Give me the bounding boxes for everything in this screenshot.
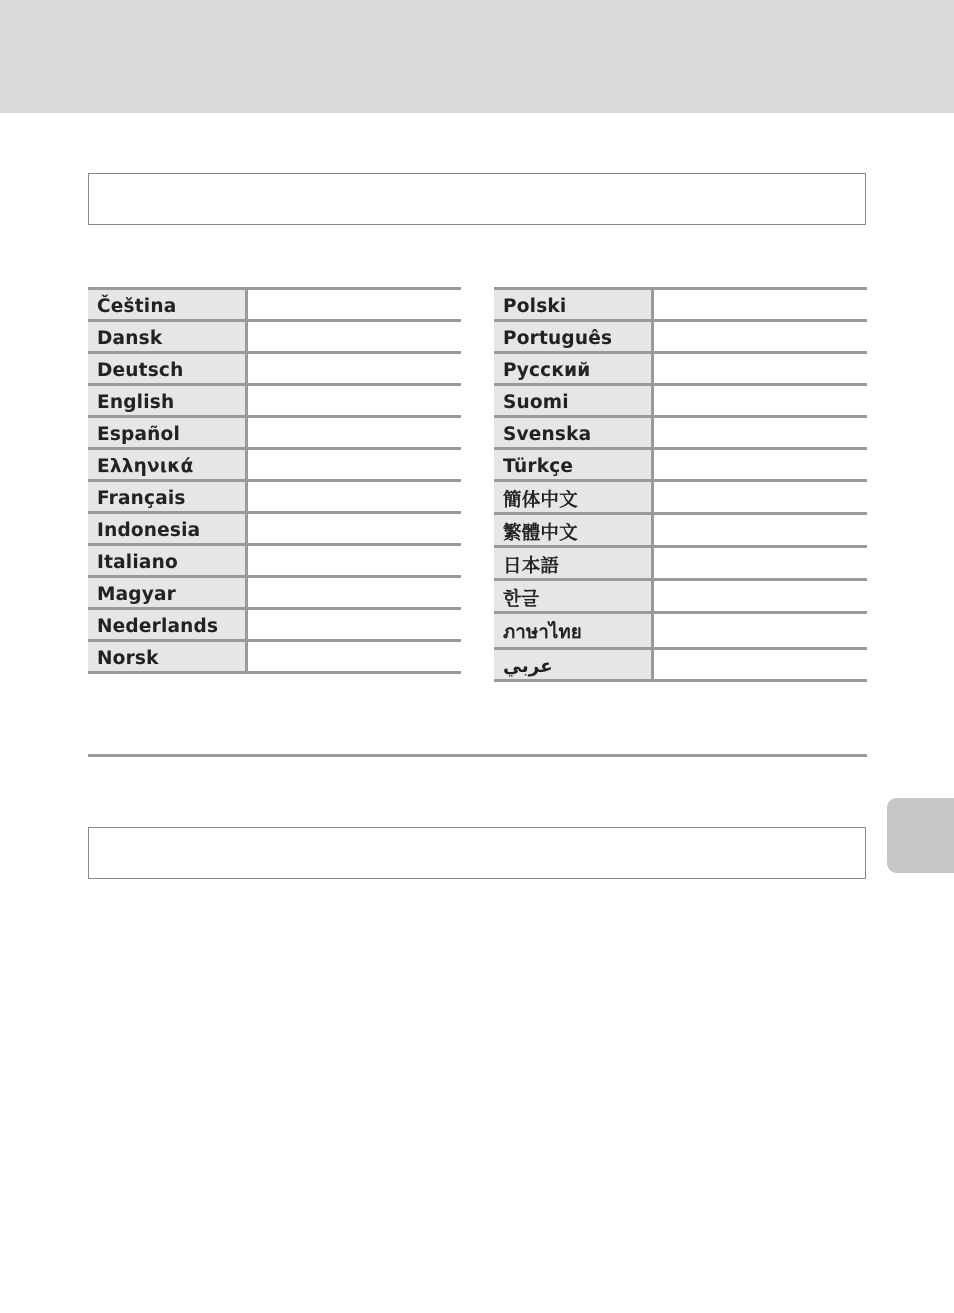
- language-name: Русский: [494, 353, 652, 385]
- language-name: Svenska: [494, 417, 652, 449]
- table-row: [88, 321, 461, 353]
- table-row: [494, 481, 867, 514]
- language-value: [652, 449, 867, 481]
- page-header-band: [0, 0, 954, 113]
- language-name: Nederlands: [88, 609, 246, 641]
- table-row: [88, 545, 461, 577]
- table-row: [88, 481, 461, 513]
- language-name: Ελληνικά: [88, 449, 246, 481]
- table-row: [88, 385, 461, 417]
- language-name: 簡体中文: [494, 481, 652, 514]
- language-value: [246, 289, 461, 321]
- language-name: Suomi: [494, 385, 652, 417]
- language-value: [246, 641, 461, 673]
- language-value: [652, 353, 867, 385]
- language-value: [652, 613, 867, 649]
- language-name: Magyar: [88, 577, 246, 609]
- language-value: [246, 545, 461, 577]
- language-value: [652, 514, 867, 547]
- table-row: [88, 353, 461, 385]
- language-name: 日本語: [494, 547, 652, 580]
- language-name: Dansk: [88, 321, 246, 353]
- language-value: [246, 609, 461, 641]
- language-name: Čeština: [88, 289, 246, 321]
- note-box-bottom: [88, 827, 866, 879]
- language-name: Italiano: [88, 545, 246, 577]
- language-name: ภาษาไทย: [494, 613, 652, 649]
- language-value: [246, 449, 461, 481]
- table-row: [88, 449, 461, 481]
- language-value: [652, 385, 867, 417]
- table-row: [88, 289, 461, 321]
- table-row: [494, 417, 867, 449]
- chapter-side-tab: [887, 798, 954, 873]
- table-row: [88, 513, 461, 545]
- table-row: [494, 321, 867, 353]
- table-row: [494, 613, 867, 649]
- language-table-right: [494, 287, 867, 682]
- language-value: [246, 577, 461, 609]
- table-row: [494, 385, 867, 417]
- language-name: Polski: [494, 289, 652, 321]
- language-table-left: [88, 287, 461, 674]
- table-row: [494, 547, 867, 580]
- language-name: English: [88, 385, 246, 417]
- language-name: Português: [494, 321, 652, 353]
- language-value: [246, 353, 461, 385]
- language-name: Deutsch: [88, 353, 246, 385]
- table-row: [494, 289, 867, 321]
- section-divider: [88, 754, 867, 757]
- language-value: [246, 417, 461, 449]
- language-value: [652, 481, 867, 514]
- table-row: [88, 609, 461, 641]
- table-row: [494, 353, 867, 385]
- language-name: Norsk: [88, 641, 246, 673]
- table-row: [88, 641, 461, 673]
- language-value: [246, 321, 461, 353]
- language-value: [652, 580, 867, 613]
- language-value: [246, 481, 461, 513]
- language-name: Indonesia: [88, 513, 246, 545]
- language-value: [652, 321, 867, 353]
- table-row: [494, 649, 867, 681]
- language-name: Français: [88, 481, 246, 513]
- language-name: 繁體中文: [494, 514, 652, 547]
- table-row: [494, 449, 867, 481]
- language-name: Türkçe: [494, 449, 652, 481]
- table-row: [494, 580, 867, 613]
- language-value: [652, 649, 867, 681]
- table-row: [494, 514, 867, 547]
- language-value: [652, 417, 867, 449]
- language-name: Español: [88, 417, 246, 449]
- language-name: 한글: [494, 580, 652, 613]
- table-row: [88, 577, 461, 609]
- note-box-top: [88, 173, 866, 225]
- language-value: [652, 547, 867, 580]
- language-value: [652, 289, 867, 321]
- table-row: [88, 417, 461, 449]
- language-value: [246, 513, 461, 545]
- language-value: [246, 385, 461, 417]
- language-name: عربي: [494, 649, 652, 681]
